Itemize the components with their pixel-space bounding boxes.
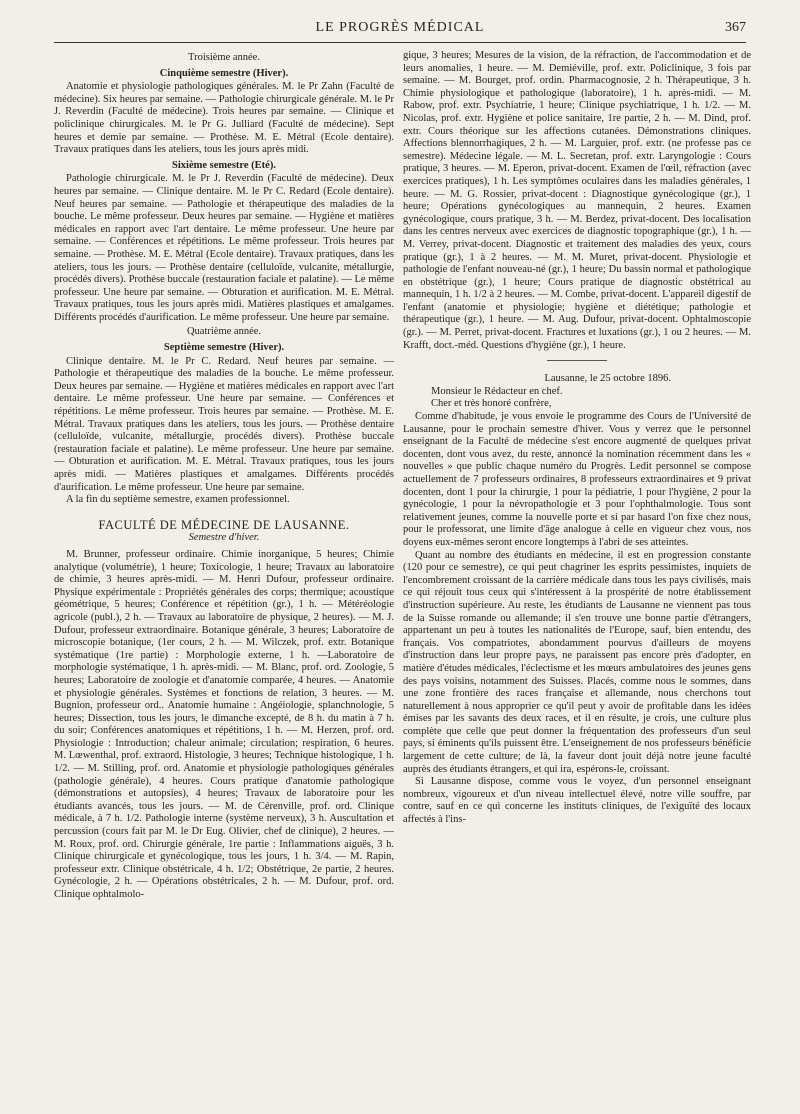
- year-heading-third: Troisième année.: [188, 52, 260, 63]
- letter-paragraph-3: Si Lausanne dispose, comme vous le voyez, d'un personnel enseignant nombreux, vigoureux et d'un niveau intellectuel élevé, notre ville souffre, par contre, sauf en ce qui concerne les instituts cliniques, de l'exiguïté des locaux affectés à l'ins-: [403, 776, 751, 826]
- seventh-semester-courses: Clinique dentaire. M. le Pr C. Redard. Neuf heures par semaine. — Pathologie et thérapeutique des maladies de la bouche. Le même professeur. Deux heures par semaine. — Hygiène et matières médicales en rapport avec l'art dentaire. Le même professeur. Une heure par semaine. — Conférences et répétitions. Le même professeur. Trois heures par semaine. — Prothèse. M. E. Métral. Travaux pratiques dans les ateliers, tous les jours. — Prothèse dentaire (celluloïde, vulcanite, métallurgie, procédés divers). Prothèse buccale (restauration faciale et palatine). Le même professeur. Une heure par semaine. — Obturation et aurification. M. E. Métral. Travaux pratiques, tous les jours après midi. — Matières plastiques et amalgames. Différents procédés d'aurification. Le même professeur. Une heure par semaine.: [54, 355, 394, 493]
- faculty-heading: FACULTÉ DE MÉDECINE DE LAUSANNE.: [98, 517, 350, 532]
- sixth-semester-courses: Pathologie chirurgicale. M. le Pr J. Reverdin (Faculté de médecine). Deux heures par semaine. — Clinique dentaire. M. le Pr C. Redard (Ecole dentaire). Neuf heures par semaine. — Pathologie et thérapeutique des maladies de la bouche. Le même professeur. Deux heures par semaine. — Hygiène et matières médicales en rapport avec l'art dentaire. Le même professeur. Une heure par semaine. — Conférences et répétitions. Le même professeur. Trois heures par semaine. — Prothèse. M. E. Métral (Ecole dentaire). Travaux pratiques, dans les ateliers, tous les jours. — Prothèse dentaire (celluloïde, vulcanite, métallurgie, procédés divers). Prothèse buccale (restauration faciale et palatine). — Le même professeur. Une heure par semaine. — Obturation et aurification. M. E. Métral. Travaux pratiques, tous les jours après midi. Matières plastiques et amalgames. Différents procédés d'aurification. Le même professeur. Une heure par semaine.: [54, 173, 394, 323]
- left-column: [54, 50, 394, 1106]
- semester-heading-seventh: Septième semestre (Hiver).: [163, 342, 285, 354]
- semester-heading-fifth: Cinquième semestre (Hiver).: [159, 67, 289, 79]
- right-column: [403, 50, 751, 1106]
- running-header: [54, 20, 746, 43]
- section-divider: [547, 360, 607, 361]
- letter-greeting: Cher et très honoré confrère,: [431, 398, 552, 410]
- letter-paragraph-1: Comme d'habitude, je vous envoie le programme des Cours de l'Université de Lausanne, pour le prochain semestre d'hiver. Vous y verrez que le personnel enseignant de la Faculté de médecine s'est encore augmenté de quelques privat docenten, dont vous avez, du reste, annoncé la nomination récemment dans les « nouvelles » que public chaque numéro du Progrès. Ledit personnel se compose actuellement de 7 professeurs ordinaires, 8 professeurs extraordinaires et 9 privat docenten, dont 1 pour la chirurgie, 1 pour la pédiatrie, 1 pour l'hygiène, 2 pour la gynécologie, 1 pour la névropathologie et 3 pour l'ophthalmologie. Tous sont relativement jeunes, comme la nouvelle porte et si par hasard l'on fixe chez nous, pour le professorat, une limite d'âge analogue à celle en vigueur chez vous, nos doyens eux-mêmes seront encore longtemps à l'abri de ses atteintes.: [403, 411, 751, 548]
- faculty-subheading: Semestre d'hiver.: [188, 532, 260, 544]
- letter-salutation: Monsieur le Rédacteur en chef.: [431, 385, 563, 397]
- letter-paragraph-2: Quant au nombre des étudiants en médecine, il est en progression constante (120 pour ce semestre), ce qui peut chagriner les esprits pessimistes, inquiets de l'encombrement croissant de la carrière médicale dans tous les pays civilisés, mais ce qui réjouit tous ceux qui s'intéressent à la prospérité de notre établissement d'instruction supérieure. Au reste, les étudiants de Lausanne ne viennent pas tous de la Suisse romande ou allemande; il s'en trouve une bonne partie d'étrangers, appartenant un peu à toutes les nationalités de l'Europe, sauf, bien entendu, des français. Vos compatriotes, abondamment pourvus d'ailleurs de moyens d'instruction dans leur propre pays, ne paraissent pas encore près d'adopter, en matière d'études médicales, l'éclectisme et les mœurs ambulatoires des jeunes gens des pays voisins, notamment des Suisses. Placés, comme nous le sommes, dans une zone frontière des races française et allemande, nous cherchons tout naturellement à nous approprier ce qu'il peut y avoir de profitable dans les idées émises par les savants des deux races, et il en résulte, je crois, une culture plus complète que celle que peut donner la fréquentation des professeurs d'un seul pays, si éminents qu'ils puissent être. L'enseignement de nos professeurs bénéficie largement de cette culture; de là, la faveur dont jouit déjà notre jeune faculté auprès des étudiants étrangers, et qui ira, espérons-le, croissant.: [403, 549, 751, 775]
- semester-heading-sixth: Sixième semestre (Eté).: [172, 159, 276, 171]
- winter-course-list: M. Brunner, professeur ordinaire. Chimie inorganique, 5 heures; Chimie analytique (volumétrie), 1 heure; Toxicologie, 1 heure; Travaux au laboratoire de chimie, 3 heures après-midi. — M. Henri Dufour, professeur ordinaire. Physique expérimentale : Propriétés générales des corps; thermique; acoustique géométrique, 5 heures; Conférence et répétition (gr.), 1 h. — Météréologie agricole (publ.), 2 h. — Travaux au laboratoire de physique, 2 heures). — M. J. Dufour, professeur extraordinaire. Botanique générale, 3 heures; Laboratoire de microscopie botanique, (1er cours, 2 h. — M. Wilczek, prof. extr. Botanique systématique (1re partie) : Morphologie externe, 1 h. —Laboratoire de morphologie systématique, 1 h. après-midi. — M. Blanc, prof. ord. Zoologie, 5 heures; Laboratoire de zoologie et d'anatomie comparée, 4 heures. — Anatomie et physiologie générales. Systèmes et fonctions de relation, 3 heures. — M. Bugnion, professeur ord.. Anatomie humaine : Angéiologie, splanchnologie, 5 heures; Dissection, tous les jours, le dimanche excepté, de 8 h. du matin à 7 h. du soir; Conférences anatomiques et répétitions, 1 h. — M. Herzen, prof. ord. Physiologie : Introduction; chaleur animale; circulation; respiration, 6 heures. M. Lœwenthal, prof. extraord. Histologie, 3 heures; Technique histologique, 1 h. 1/2. — M. Stilling, prof. ord. Anatomie et physiologie pathologiques générales (pathologie générale), 4 heures. Cours pratique d'anatomie pathologique (démonstrations et autopsies), 4 heures; Travaux de laboratoire pour les étudiants avancés, tous les jours. — M. de Cérenville, prof. ord. Clinique médicale, à 7 h. 1/2. Pathologie interne (système nerveux), 3 h. Auscultation et percussion (cours fait par M. le Dr Eug. Olivier, chef de clinique), 2 heures. — M. Roux, prof. ord. Chirurgie générale, 1re partie : Inflammations aiguës, 3 h. Clinique chirurgicale et gynécologique, tous les jours, 1 h. 3/4. — M. Rapin, professeur extr. Clinique obstétricale, 4 h. 1/2; Obstétrique, 2e partie, 2 heures. Gynécologie, 2 h. — Opérations obstétricales, 2 h. — M. Dufour, prof. ord. Clinique ophtalmolo-: [54, 548, 394, 900]
- journal-title: LE PROGRÈS MÉDICAL: [315, 20, 485, 35]
- exam-note: A la fin du septième semestre, examen professionnel.: [66, 494, 290, 506]
- fifth-semester-courses: Anatomie et physiologie pathologiques générales. M. le Pr Zahn (Faculté de médecine). Six heures par semaine. — Pathologie chirurgicale générale. M. le Pr J. Reverdin (Faculté de médecine). Trois heures par semaine. — Clinique et policlinique chirurgicales. M. le Pr G. Julliard (Faculté de médecine). Sept heures et demie par semaine. — Prothèse. M. E. Métral (Ecole dentaire). Travaux pratiques dans les ateliers, tous les jours après midi.: [54, 81, 394, 156]
- letter-date: Lausanne, le 25 octobre 1896.: [544, 373, 671, 385]
- page-number: 367: [725, 20, 746, 35]
- year-heading-fourth: Quatrième année.: [186, 326, 262, 338]
- winter-course-list-continued: gique, 3 heures; Mesures de la vision, de la réfraction, de l'accommodation et de leurs anomalies, 1 heure. — M. Demiéville, prof. extr. Policlinique, 3 fois par semaine. — M. Bourget, prof. ordin. Pharmacognosie, 2 h. Thérapeutique, 3 h. Chimie physiologique et pathologique (laboratoire), 1 h. après-midi. — M. Rabow, prof. extr. Psychiatrie, 1 heure; Clinique psychiatrique, 1 h. 1/2. — M. Nicolas, prof. extr. Hygiène et police sanitaire, 1re partie, 2 h. — M. Dind, prof. extr. Cours théorique sur les affections cutanées. Démonstrations cliniques. Affections blennorrhagiques, 2 h. — M. Larguier, prof. extr. (ne professe pas ce semestre). Médecine légale. — M. L. Secretan, prof. extr. Laryngologie : Cours pratique, 3 heures. — M. Eperon, privat-docent. Examen de l'œil, réfraction (avec exercices pratiques), 1 h. Les symptômes oculaires dans les maladies générales, 1 heure. — M. G. Rossier, privat-docent : Diagnostique gynécologique (gr.), 1 heure; Opérations gynécologiques au mannequin, 2 heures. Examen gynécologique, cours pratique, 3 h. — M. Berdez, privat-docent. Des localisation dans les centres nerveux avec exercices de diagnostic topographique (gr.), 1 h. — M. Verrey, privat-docent. Diagnostic et traitement des maladies des yeux, cours pratique (gr.), 1 à 2 heures. — M. M. Muret, privat-docent. Physiologie et pathologie de l'enfant nouveau-né (gr.), 1 heure; Du bassin normal et pathologique en obstétrique (gr.), 1 heure; Cours pratique de diagnostic obstétrical au mannequin, 1 h. 1/2 à 2 heures. — M. Combe, privat-docent. L'appareil digestif de l'enfant (anatomie et physiologie; hygiène et diététique; pathologie et thérapeutique (gr.), 1 heure. — M. Aug. Dufour, privat-docent. Ophtalmoscopie (gr.). — M. Perret, privat-docent. Fractures et luxations (gr.), 1 ou 2 heures. — M. Krafft, doct.-méd. Questions d'hygiène (gr.), 1 heure.: [403, 50, 751, 351]
